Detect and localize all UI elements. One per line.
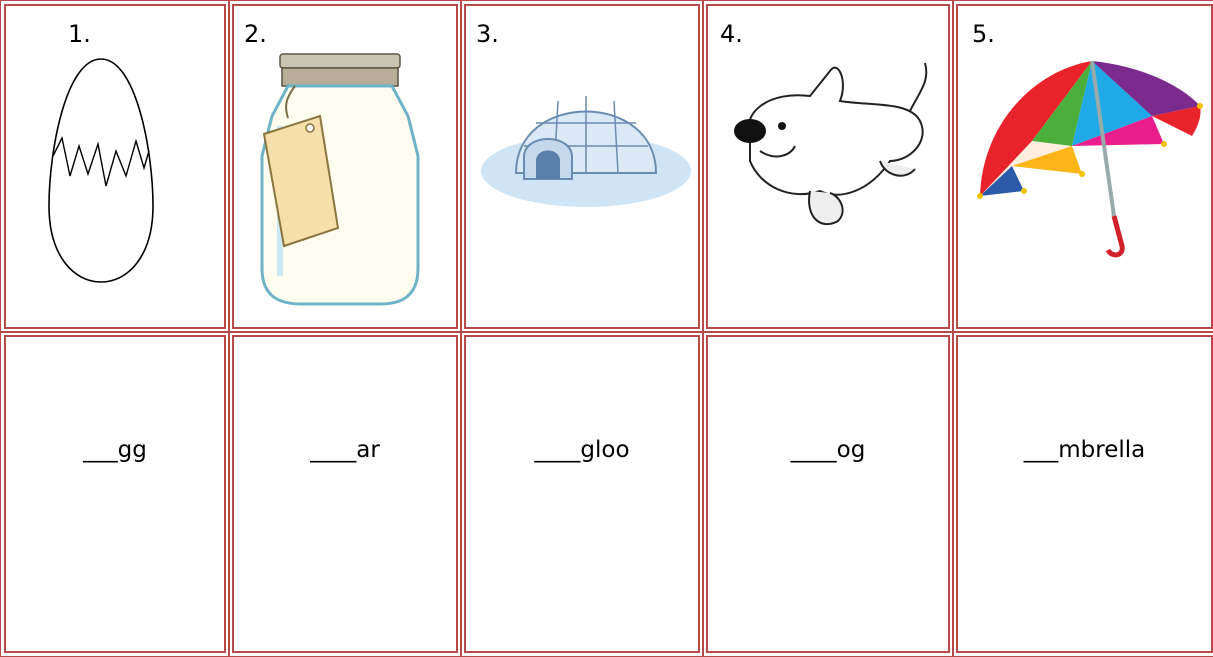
word-ending: gg	[117, 437, 147, 463]
answer-blank[interactable]: ____	[534, 437, 581, 463]
word-ending: gloo	[580, 437, 630, 463]
word-cell-2	[232, 335, 458, 653]
item-number: 1.	[68, 20, 91, 48]
word-ending: ar	[356, 437, 380, 463]
item-number: 3.	[476, 20, 499, 48]
word-cell-3	[464, 335, 700, 653]
word-cell-5	[956, 335, 1213, 653]
answer-blank[interactable]: ___	[83, 437, 118, 463]
picture-cell-2	[232, 4, 458, 329]
item-number: 4.	[720, 20, 743, 48]
answer-blank[interactable]: ___	[1023, 437, 1059, 463]
item-number: 2.	[244, 20, 267, 48]
word-prompt-1	[6, 437, 224, 463]
dog-icon	[720, 51, 944, 246]
igloo-icon	[476, 61, 694, 211]
word-prompt-3	[466, 437, 698, 463]
picture-cell-1	[4, 4, 226, 329]
picture-cell-5	[956, 4, 1213, 329]
word-cell-4	[706, 335, 950, 653]
word-prompt-2	[234, 437, 456, 463]
word-ending: mbrella	[1058, 437, 1146, 463]
word-prompt-4	[708, 437, 948, 463]
jar-icon	[240, 46, 440, 311]
answer-blank[interactable]: ____	[790, 437, 837, 463]
answer-blank[interactable]: ____	[310, 437, 357, 463]
word-cell-1	[4, 335, 226, 653]
word-ending: og	[836, 437, 866, 463]
umbrella-icon	[972, 46, 1204, 261]
egg-icon	[46, 56, 156, 286]
picture-cell-3	[464, 4, 700, 329]
item-number: 5.	[972, 20, 995, 48]
word-prompt-5	[958, 437, 1211, 463]
picture-cell-4	[706, 4, 950, 329]
